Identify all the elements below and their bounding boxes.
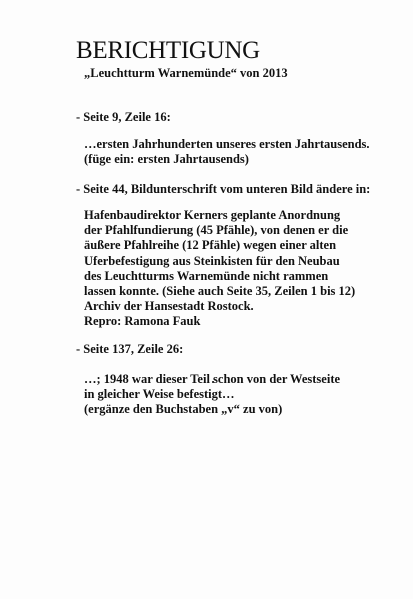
correction-2-line: Archiv der Hansestadt Rostock. [84, 299, 254, 314]
correction-2-line: Uferbefestigung aus Steinkisten für den Neubau [84, 253, 340, 268]
document-title: BERICHTIGUNG [76, 37, 260, 64]
correction-3-text [84, 372, 340, 418]
correction-1-text [84, 137, 370, 167]
correction-2-text [84, 208, 355, 330]
correction-1-heading: - Seite 9, Zeile 16: [76, 110, 171, 124]
correction-2-line: äußere Pfahlreihe (12 Pfähle) wegen einer alten [84, 238, 337, 253]
correction-3-line: (ergänze den Buchstaben „v“ zu von) [84, 402, 283, 417]
correction-2-line: Repro: Ramona Fauk [84, 314, 201, 329]
correction-1-line: (füge ein: ersten Jahrtausends) [84, 152, 249, 167]
correction-3-line: …; 1948 war dieser Teil schon von der Westseite [84, 372, 341, 386]
document-subtitle: „Leuchtturm Warnemünde“ von 2013 [84, 66, 288, 80]
correction-2-line: lassen konnte. (Siehe auch Seite 35, Zeilen 1 bis 12) [84, 284, 356, 299]
correction-2-line: des Leuchtturms Warnemünde nicht rammen [84, 268, 329, 283]
correction-2-line: der Pfahlfundierung (45 Pfähle), von denen er die [84, 223, 349, 238]
correction-3-heading: - Seite 137, Zeile 26: [76, 342, 184, 356]
correction-2-line: Hafenbaudirektor Kerners geplante Anordnung [84, 208, 341, 222]
correction-3-line: in gleicher Weise befestigt… [84, 387, 235, 402]
correction-1-line: …ersten Jahrhunderten unseres ersten Jahrtausends. [84, 137, 370, 151]
correction-2-heading: - Seite 44, Bildunterschrift vom unteren Bild ändere in: [76, 182, 371, 196]
